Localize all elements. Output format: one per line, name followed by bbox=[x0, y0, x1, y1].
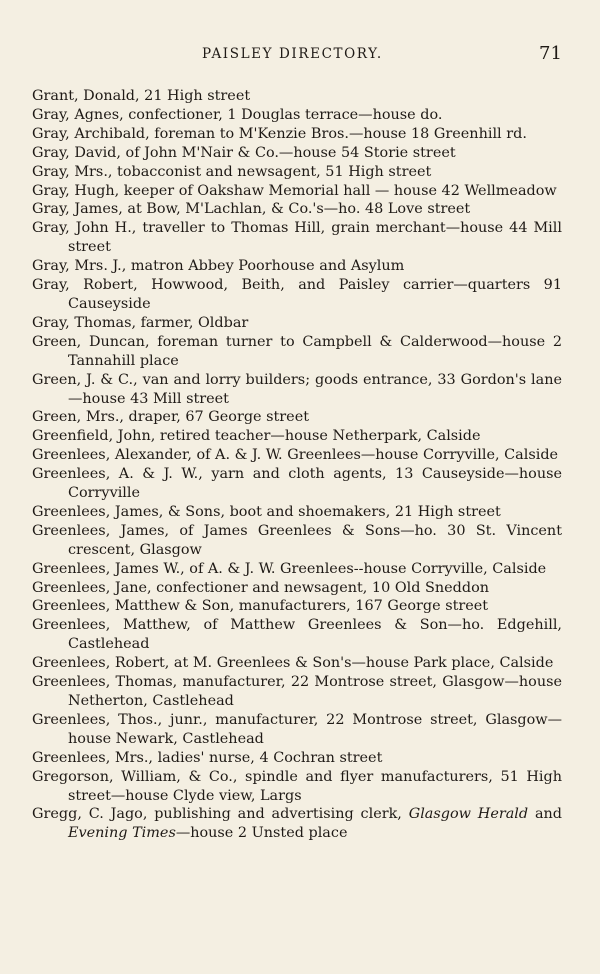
newspaper-title: Evening Times bbox=[68, 825, 176, 842]
directory-entry: Gray, James, at Bow, M'Lachlan, & Co.'s—ho. 48 Love street bbox=[32, 201, 471, 218]
newspaper-title: Glasgow Herald bbox=[408, 806, 529, 823]
directory-entry: Green, Mrs., draper, 67 George street bbox=[32, 409, 309, 426]
directory-entry: Gray, Archibald, foreman to M'Kenzie Bros.—house 18 Greenhill rd. bbox=[32, 125, 527, 142]
directory-entry bbox=[32, 805, 562, 843]
directory-entry: Greenlees, James W., of A. & J. W. Greenlees--house Corryville, Calside bbox=[32, 560, 547, 577]
directory-entry: Gray, Robert, Howwood, Beith, and Paisley carrier—quarters 91 Causeyside bbox=[32, 277, 562, 312]
directory-entry: Greenlees, Thos., junr., manufacturer, 22 Montrose street, Glasgow—house Newark, Castlehead bbox=[32, 711, 562, 747]
directory-entry: Gray, Mrs. J., matron Abbey Poorhouse and Asylum bbox=[32, 258, 405, 275]
directory-entries bbox=[32, 87, 562, 843]
directory-entry: Greenlees, Matthew & Son, manufacturers, 167 George street bbox=[32, 598, 489, 615]
directory-entry: Gray, Agnes, confectioner, 1 Douglas terrace—house do. bbox=[32, 106, 443, 123]
directory-entry: Gray, Hugh, keeper of Oakshaw Memorial hall — house 42 Wellmeadow bbox=[32, 182, 557, 199]
directory-entry: Greenlees, James, & Sons, boot and shoemakers, 21 High street bbox=[32, 503, 501, 520]
running-head: PAISLEY DIRECTORY. bbox=[202, 46, 383, 62]
directory-entry: Gray, David, of John M'Nair & Co.—house 54 Storie street bbox=[32, 144, 456, 161]
directory-entry: Greenlees, Jane, confectioner and newsagent, 10 Old Sneddon bbox=[32, 579, 490, 596]
directory-entry: Green, Duncan, foreman turner to Campbell & Calderwood—house 2 Tannahill place bbox=[32, 333, 562, 369]
page-number: 71 bbox=[539, 43, 562, 64]
entry-text: and bbox=[528, 806, 563, 823]
entry-text: Gregg, C. Jago, publishing and advertising clerk, bbox=[32, 806, 409, 823]
directory-entry: Greenlees, James, of James Greenlees & Sons—ho. 30 St. Vincent crescent, Glasgow bbox=[32, 522, 562, 558]
directory-entry: Gray, Mrs., tobacconist and newsagent, 51 High street bbox=[32, 163, 432, 180]
directory-entry: Gray, John H., traveller to Thomas Hill, grain merchant—house 44 Mill street bbox=[32, 220, 562, 256]
directory-entry: Greenlees, Alexander, of A. & J. W. Greenlees—house Corryville, Calside bbox=[32, 447, 559, 464]
directory-entry: Greenlees, Matthew, of Matthew Greenlees & Son—ho. Edgehill, Castlehead bbox=[32, 617, 562, 653]
directory-entry: Gray, Thomas, farmer, Oldbar bbox=[32, 314, 249, 331]
directory-entry: Greenlees, Mrs., ladies' nurse, 4 Cochran street bbox=[32, 749, 383, 766]
page-header bbox=[0, 44, 600, 68]
directory-entry: Greenlees, A. & J. W., yarn and cloth agents, 13 Causeyside—house Corryville bbox=[32, 466, 562, 502]
directory-entry: Gregorson, William, & Co., spindle and flyer manufacturers, 51 High street—house Clyde view, Largs bbox=[32, 768, 562, 804]
directory-entry: Greenlees, Thomas, manufacturer, 22 Montrose street, Glasgow—house Netherton, Castlehead bbox=[32, 674, 562, 709]
directory-entry: Grant, Donald, 21 High street bbox=[32, 88, 251, 104]
directory-entry: Green, J. & C., van and lorry builders; goods entrance, 33 Gordon's lane—house 43 Mill street bbox=[32, 371, 562, 407]
directory-entry: Greenlees, Robert, at M. Greenlees & Son's—house Park place, Calside bbox=[32, 655, 554, 672]
directory-entry: Greenfield, John, retired teacher—house Netherpark, Calside bbox=[32, 428, 481, 445]
entry-text: —house 2 Unsted place bbox=[175, 825, 348, 842]
